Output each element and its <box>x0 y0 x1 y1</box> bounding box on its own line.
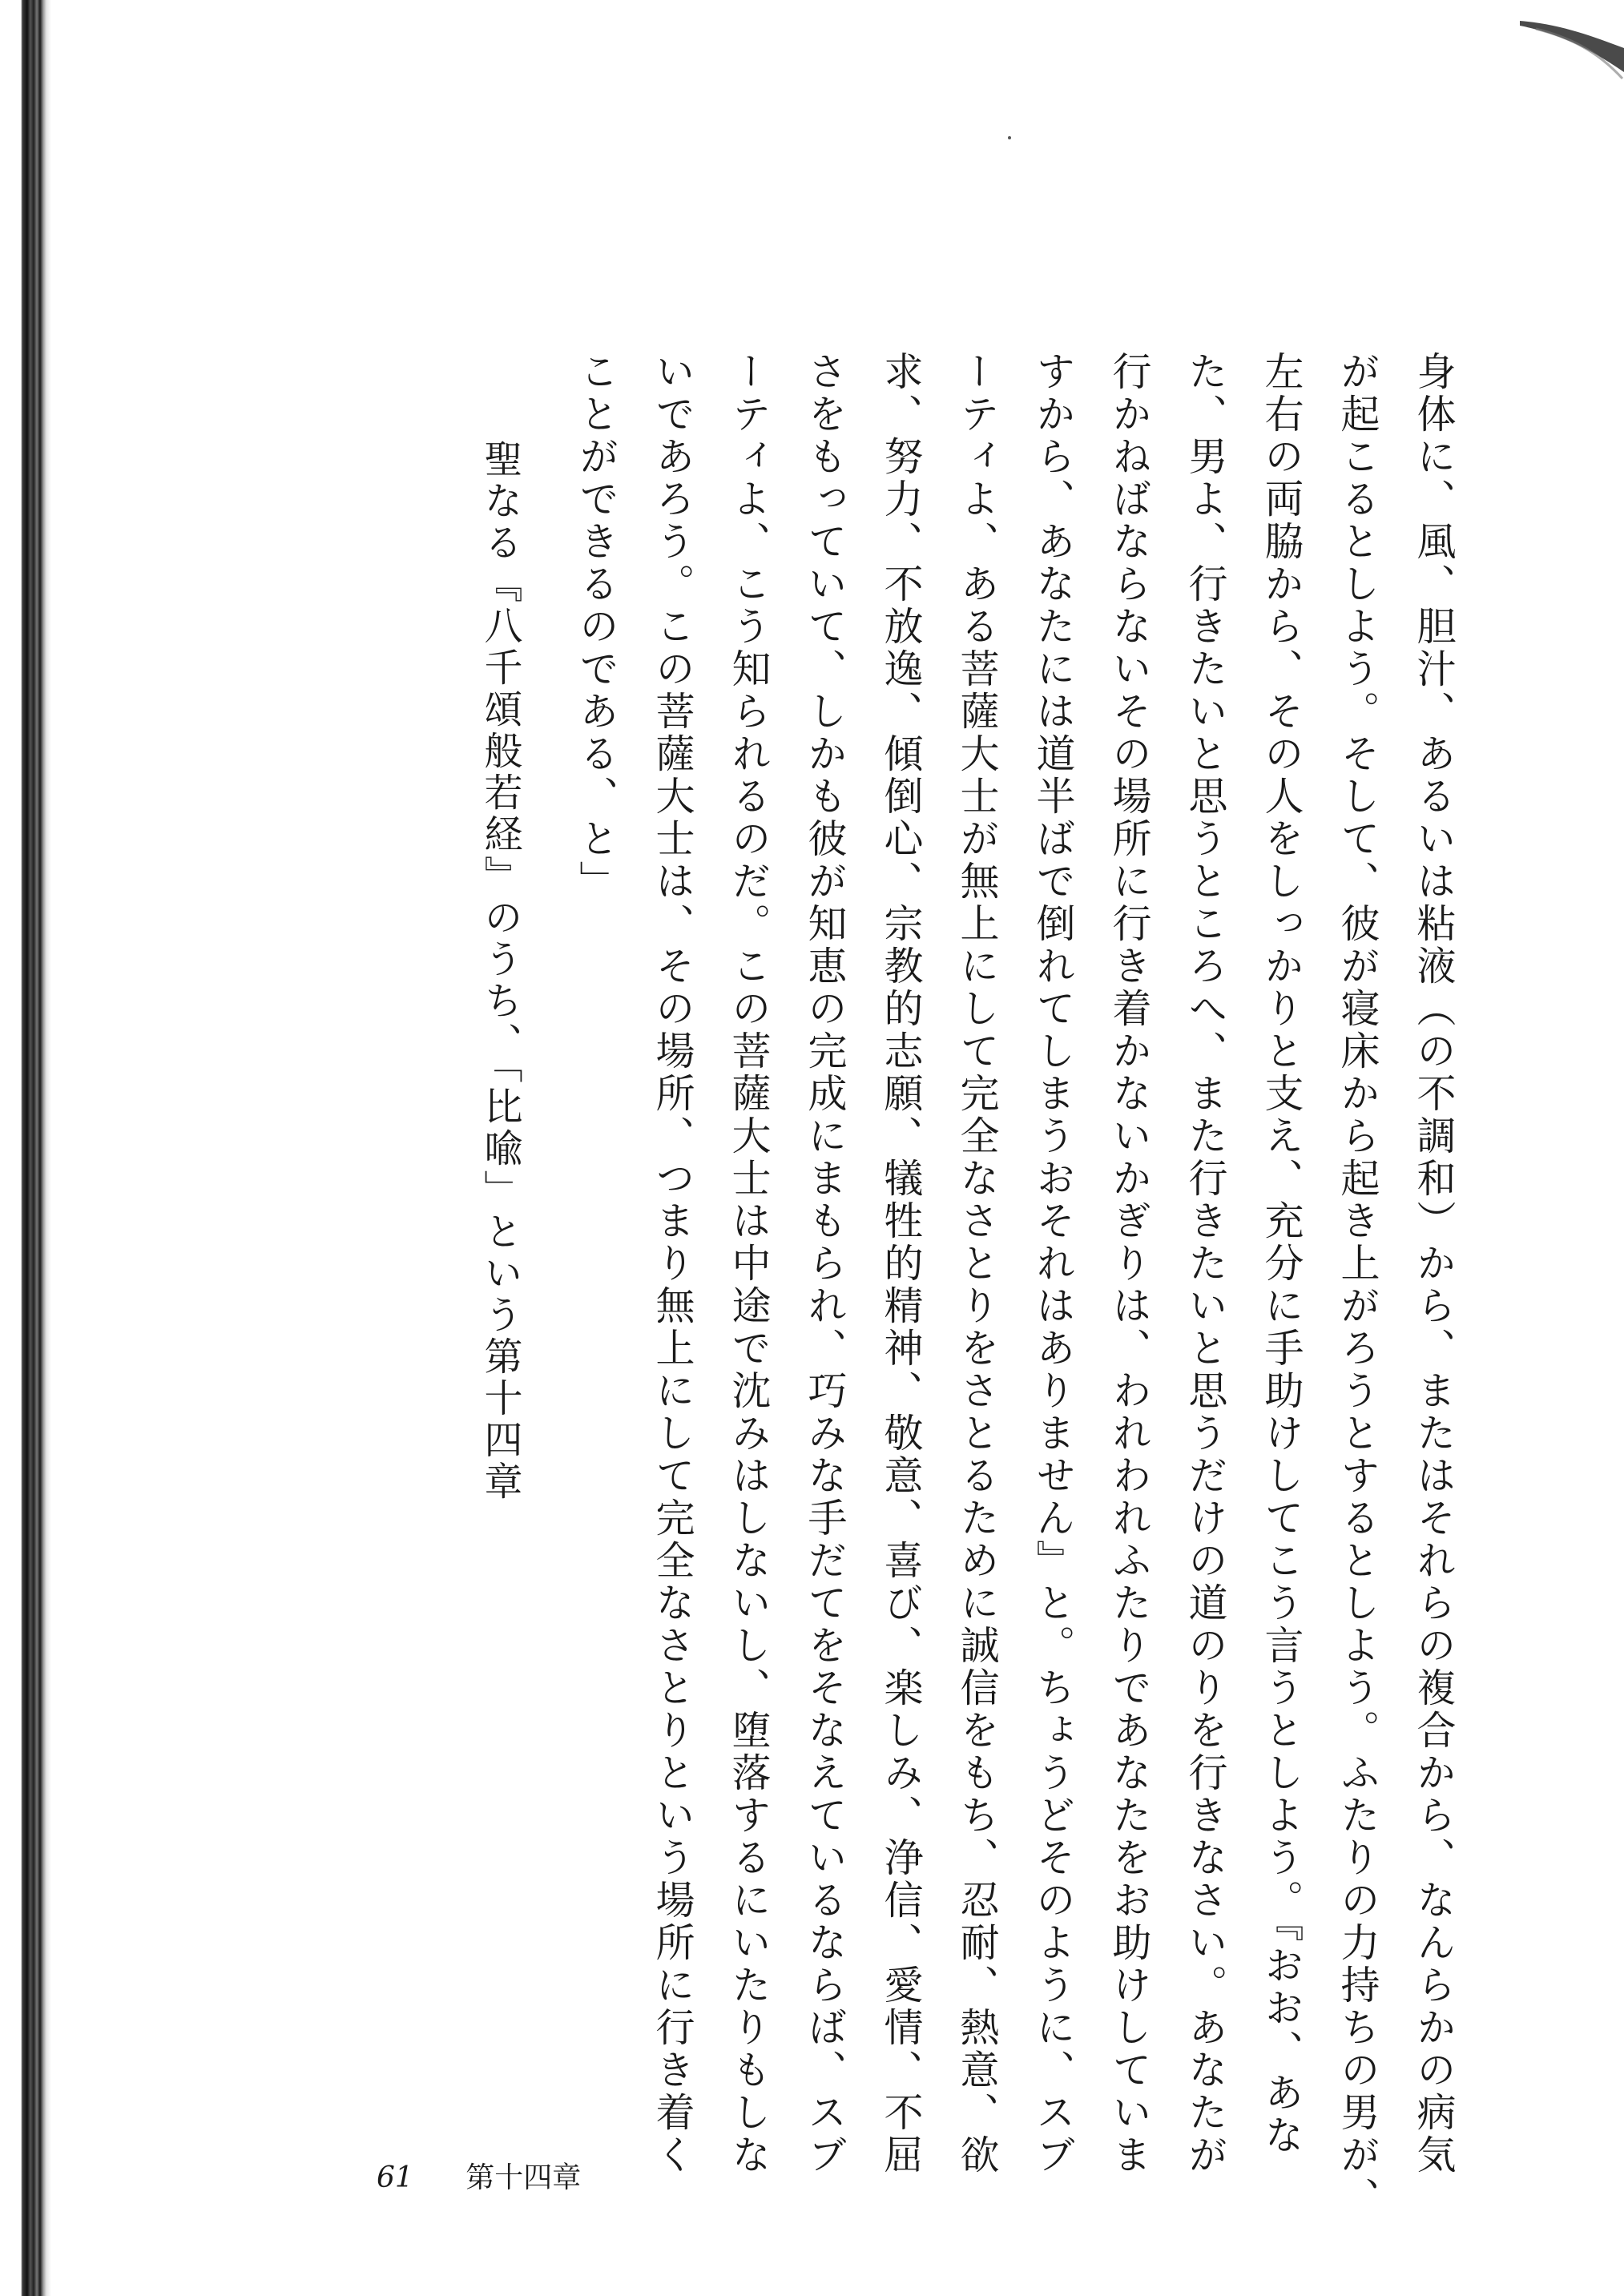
body-line: 行かねばならないその場所に行き着かないかぎりは、われわれふたりであなたをお助けしていま <box>1106 351 1152 2177</box>
running-head: 第十四章 <box>465 2161 582 2194</box>
body-line: ことができるのである、と」 <box>574 351 619 903</box>
scan-speck <box>1008 136 1011 139</box>
book-binding-shadow <box>0 0 51 2296</box>
body-line: が起こるとしよう。そして、彼が寝床から起き上がろうとするとしよう。ふたりの力持ちの男が、 <box>1335 351 1380 2219</box>
body-line: さをもっていて、しかも彼が知恵の完成にまもられ、巧みな手だてをそなえているならば、スブ <box>802 351 848 2177</box>
body-line: 身体に、風、胆汁、あるいは粘液（の不調和）から、またはそれらの複合から、なんらかの病気 <box>1411 351 1457 2177</box>
body-line: 求、努力、不放逸、傾倒心、宗教的志願、犠牲的精神、敬意、喜び、楽しみ、浄信、愛情、不屈 <box>878 351 924 2177</box>
chapter-source-title: 聖なる『八千頌般若経』のうち、「比喩」という第十四章 <box>478 439 522 1503</box>
body-line: ーティよ、ある菩薩大士が無上にして完全なさとりをさとるために誠信をもち、忍耐、熱意、欲 <box>954 351 1000 2177</box>
body-line: いであろう。この菩薩大士は、その場所、つまり無上にして完全なさとりという場所に行き着く <box>650 351 695 2177</box>
body-text <box>558 351 1472 2219</box>
body-line: 左右の両脇から、その人をしっかりと支え、充分に手助けしてこう言うとしよう。『おお、あな <box>1259 351 1304 2157</box>
body-line: すから、あなたには道半ばで倒れてしまうおそれはありません』と。ちょうどそのように、スブ <box>1030 351 1076 2177</box>
scan-smudge <box>1520 16 1624 88</box>
page-footer <box>377 2155 581 2196</box>
page-number: 61 <box>377 2161 413 2194</box>
body-line: た、男よ、行きたいと思うところへ、また行きたいと思うだけの道のりを行きなさい。あなたが <box>1183 351 1228 2177</box>
body-line: ーティよ、こう知られるのだ。この菩薩大士は中途で沈みはしないし、堕落するにいたりもしな <box>726 351 772 2177</box>
